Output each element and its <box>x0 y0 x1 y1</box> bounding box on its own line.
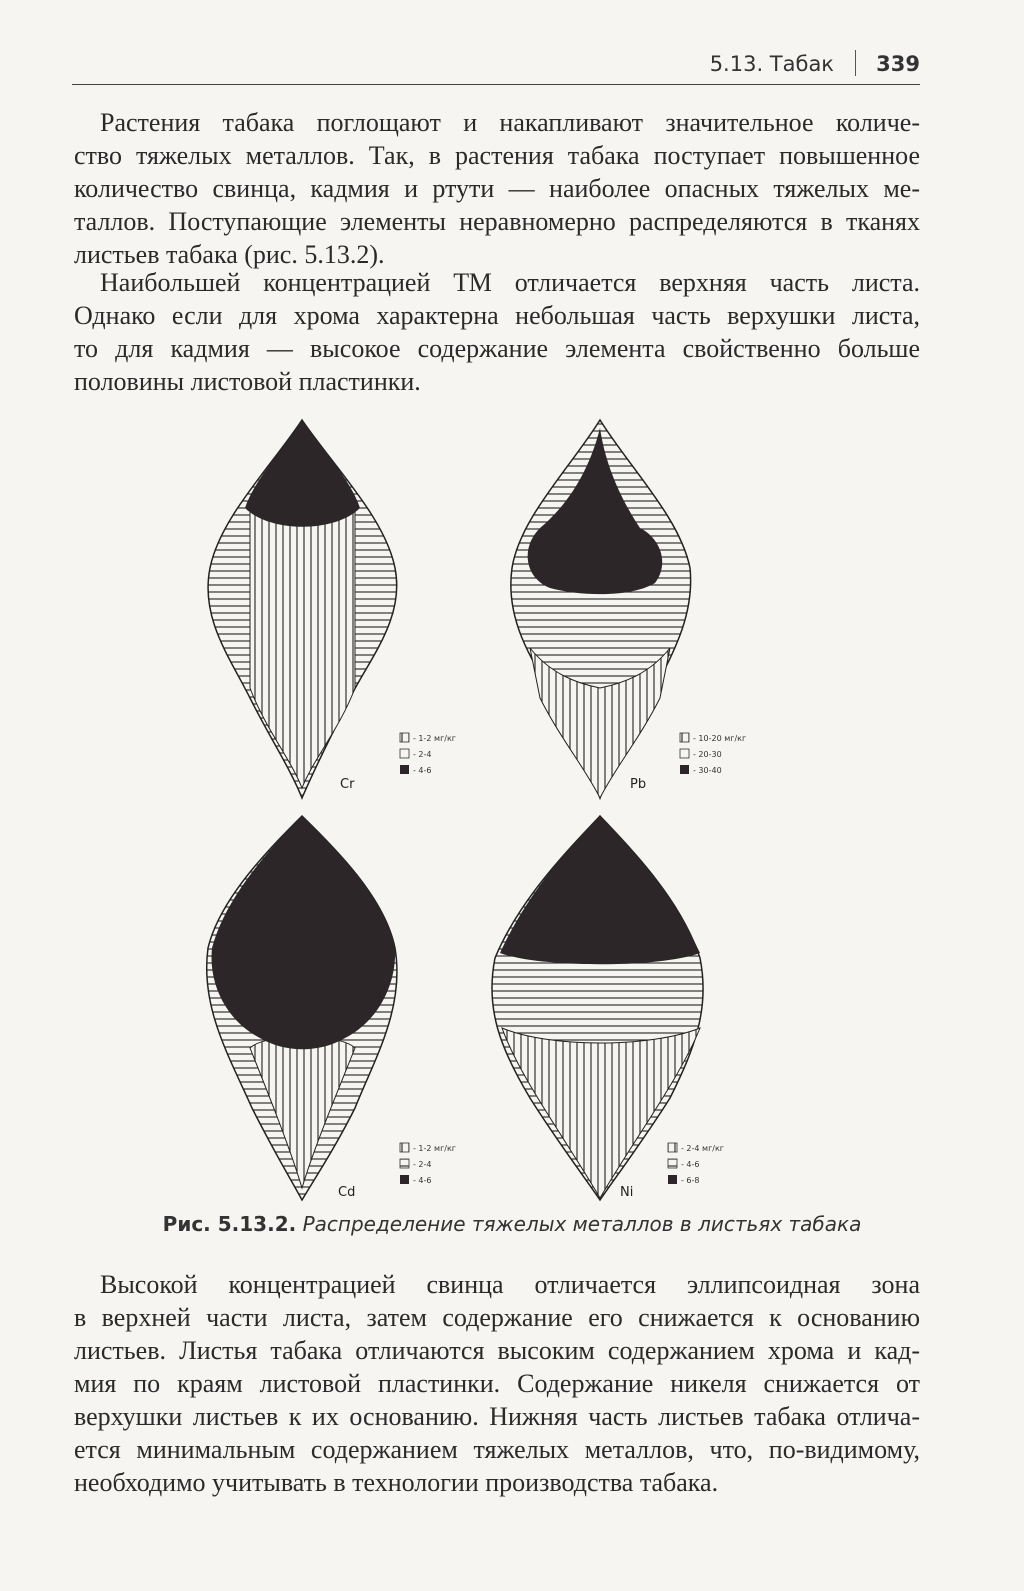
legend-pb-1: - 10-20 мг/кг <box>693 734 747 743</box>
paragraph-2 <box>74 266 920 398</box>
caption-text: Распределение тяжелых металлов в листьях табака <box>302 1212 862 1236</box>
text-line: необходимо учитывать в технологии производства табака. <box>74 1468 719 1497</box>
paragraph-3 <box>74 1268 920 1499</box>
legend-cr-2: - 2-4 <box>413 750 432 759</box>
leaf-pb <box>511 420 691 798</box>
page-number: 339 <box>876 52 920 76</box>
figure-leaf-distribution <box>190 408 790 1208</box>
caption-label: Рис. 5.13.2. <box>162 1212 297 1236</box>
legend-ni-3: - 6-8 <box>681 1176 700 1185</box>
leaf-label-cd: Cd <box>338 1185 356 1200</box>
paragraph-1 <box>74 106 920 271</box>
text-line: Однако если для хрома характерна небольшая часть верхушки листа, <box>74 301 920 330</box>
figure-caption <box>0 1212 1024 1236</box>
header-separator <box>855 50 856 76</box>
text-line: в верхней части листа, затем содержание его снижается к основанию <box>74 1303 920 1332</box>
legend-pb-3: - 30-40 <box>693 766 722 775</box>
legend-cd-1: - 1-2 мг/кг <box>413 1144 457 1153</box>
text-line: ется минимальным содержанием тяжелых металлов, что, по-видимому, <box>74 1435 920 1464</box>
leaf-ni <box>492 816 703 1200</box>
text-line: мия по краям листовой пластинки. Содержание никеля снижается от <box>74 1369 920 1398</box>
text-line: Растения табака поглощают и накапливают значительное количе- <box>100 108 920 137</box>
running-header <box>72 48 920 85</box>
text-line: листьев табака (рис. 5.13.2). <box>74 240 385 269</box>
text-line: количество свинца, кадмия и ртути — наиболее опасных тяжелых ме- <box>74 174 920 203</box>
text-line: Наибольшей концентрацией ТМ отличается верхняя часть листа. <box>100 268 920 297</box>
legend-cd-3: - 4-6 <box>413 1176 432 1185</box>
text-line: ство тяжелых металлов. Так, в растения табака поступает повышенное <box>74 141 920 170</box>
leaf-label-ni: Ni <box>620 1185 634 1200</box>
text-line: половины листовой пластинки. <box>74 367 421 396</box>
text-line: таллов. Поступающие элементы неравномерно распределяются в тканях <box>74 207 920 236</box>
leaf-label-cr: Cr <box>340 777 355 792</box>
legend-ni <box>668 1143 724 1185</box>
legend-pb-2: - 20-30 <box>693 750 722 759</box>
legend-cr <box>400 733 456 775</box>
legend-cr-1: - 1-2 мг/кг <box>413 734 457 743</box>
section-title: 5.13. Табак <box>709 52 834 76</box>
text-line: верхушки листьев к их основанию. Нижняя часть листьев табака отлича- <box>74 1402 920 1431</box>
legend-ni-1: - 2-4 мг/кг <box>681 1144 725 1153</box>
legend-cd-2: - 2-4 <box>413 1160 432 1169</box>
legend-cr-3: - 4-6 <box>413 766 432 775</box>
text-line: Высокой концентрацией свинца отличается эллипсоидная зона <box>100 1270 920 1299</box>
legend-ni-2: - 4-6 <box>681 1160 700 1169</box>
legend-cd <box>400 1143 456 1185</box>
legend-pb <box>680 733 746 775</box>
text-line: листьев. Листья табака отличаются высоким содержанием хрома и кад- <box>74 1336 920 1365</box>
leaf-label-pb: Pb <box>630 777 647 792</box>
leaf-cr <box>208 420 397 798</box>
text-line: то для кадмия — высокое содержание элемента свойственно больше <box>74 334 920 363</box>
leaf-cd <box>207 816 397 1200</box>
